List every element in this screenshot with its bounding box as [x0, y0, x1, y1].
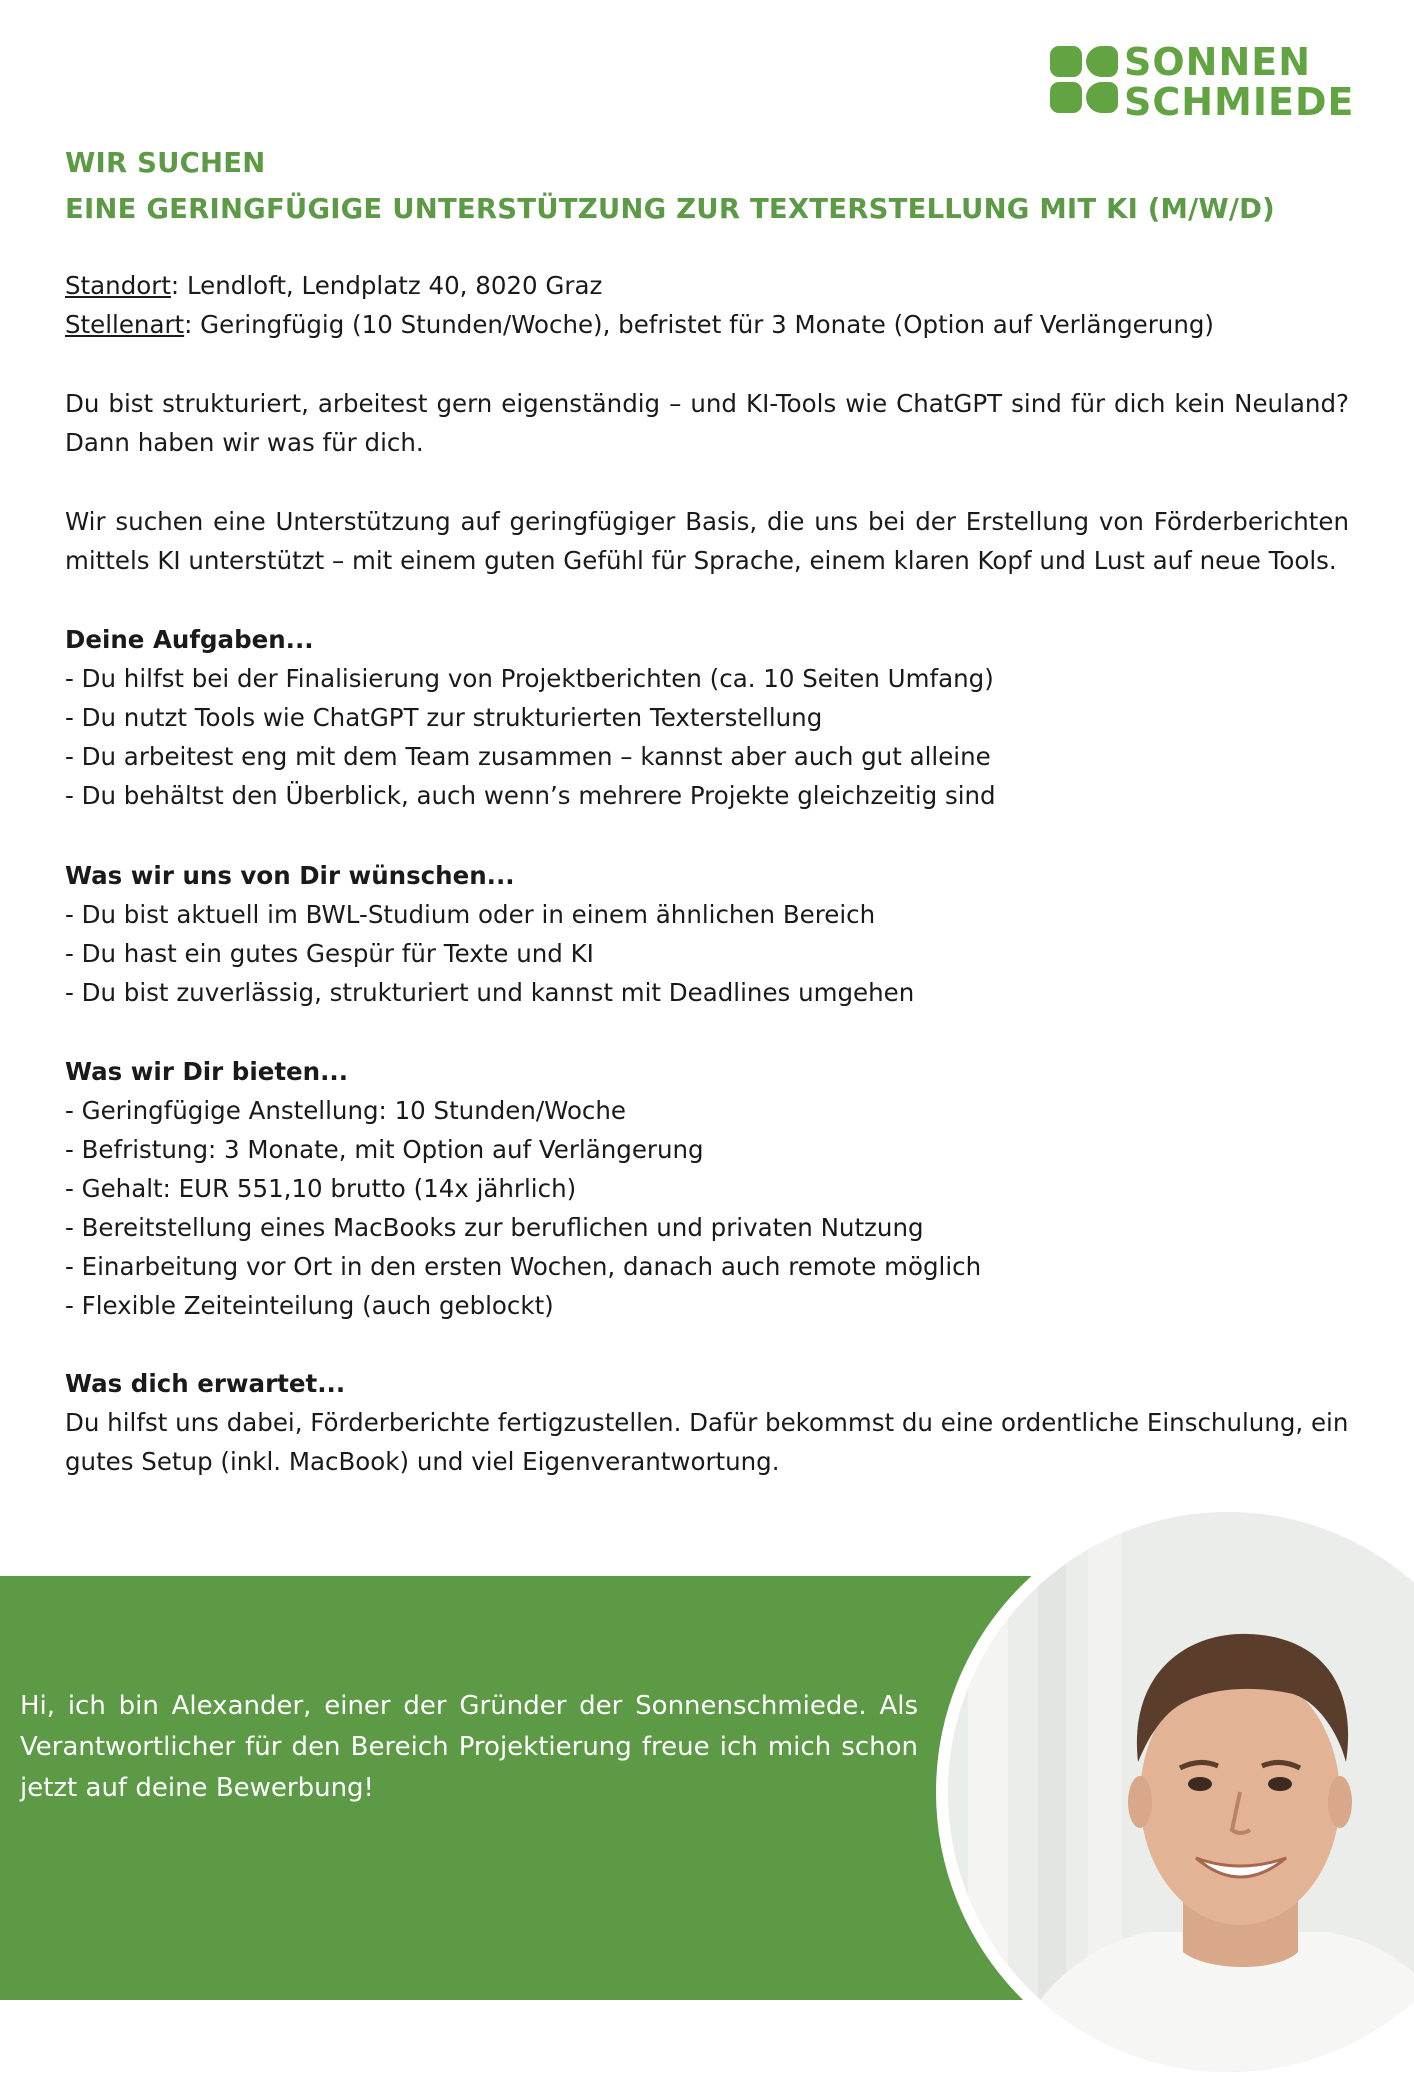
logo-block [1050, 46, 1082, 77]
tasks-title: Deine Aufgaben... [65, 625, 314, 654]
logo-line-1: SONNEN [1124, 40, 1312, 84]
list-item: - Du arbeitest eng mit dem Team zusammen – kannst aber auch gut alleine [65, 742, 991, 771]
list-item: - Du hilfst bei der Finalisierung von Projektberichten (ca. 10 Seiten Umfang) [65, 664, 994, 693]
wishes-section [65, 856, 1355, 1012]
title-line-2: EINE GERINGFÜGIGE UNTERSTÜTZUNG ZUR TEXTERSTELLUNG MIT KI (M/W/D) [65, 193, 1275, 225]
tasks-section [65, 620, 1355, 815]
list-item: - Gehalt: EUR 551,10 brutto (14x jährlich) [65, 1174, 577, 1203]
location-row [65, 266, 1214, 305]
list-item: - Du nutzt Tools wie ChatGPT zur strukturierten Texterstellung [65, 703, 823, 732]
logo-block [1086, 82, 1118, 113]
offers-section [65, 1052, 1355, 1325]
expect-text: Du hilfst uns dabei, Förderberichte fertigzustellen. Dafür bekommst du eine ordentliche Einschulung, ein gutes Setup (inkl. MacBook) und viel Eigenverantwortung. [65, 1408, 1349, 1476]
logo-wordmark [1124, 42, 1354, 122]
list-item: - Du bist aktuell im BWL-Studium oder in einem ähnlichen Bereich [65, 900, 876, 929]
list-item: - Du bist zuverlässig, strukturiert und kannst mit Deadlines umgehen [65, 978, 915, 1007]
logo-mark-icon [1050, 46, 1120, 118]
list-item: - Du hast ein gutes Gespür für Texte und KI [65, 939, 594, 968]
page-title [65, 140, 1275, 232]
wishes-title: Was wir uns von Dir wünschen... [65, 861, 515, 890]
logo-block [1086, 46, 1118, 77]
list-item: - Einarbeitung vor Ort in den ersten Wochen, danach auch remote möglich [65, 1252, 982, 1281]
person-portrait-icon [948, 1512, 1414, 2072]
list-item: - Bereitstellung eines MacBooks zur beruflichen und privaten Nutzung [65, 1213, 924, 1242]
list-item: - Befristung: 3 Monate, mit Option auf Verlängerung [65, 1135, 704, 1164]
expect-title: Was dich erwartet... [65, 1369, 346, 1398]
title-line-1: WIR SUCHEN [65, 147, 266, 179]
list-item: - Geringfügige Anstellung: 10 Stunden/Woche [65, 1096, 626, 1125]
location-label: Standort [65, 271, 171, 300]
list-item: - Flexible Zeiteinteilung (auch geblockt) [65, 1291, 554, 1320]
company-logo [1050, 40, 1370, 124]
list-item: - Du behältst den Überblick, auch wenn’s mehrere Projekte gleichzeitig sind [65, 781, 996, 810]
location-value: : Lendloft, Lendplatz 40, 8020 Graz [170, 271, 603, 300]
expect-section [65, 1364, 1355, 1481]
description-paragraph: Wir suchen eine Unterstützung auf geringfügiger Basis, die uns bei der Erstellung von Förderberichten mittels KI unterstützt – mit einem guten Gefühl für Sprache, einem klaren Kopf und Lust auf neue Tools. [65, 507, 1349, 575]
offers-title: Was wir Dir bieten... [65, 1057, 349, 1086]
job-type-value: : Geringfügig (10 Stunden/Woche), befristet für 3 Monate (Option auf Verlängerung) [184, 310, 1214, 339]
logo-block [1050, 82, 1082, 113]
founder-quote: Hi, ich bin Alexander, einer der Gründer der Sonnenschmiede. Als Verantwortlicher für den Bereich Projektierung freue ich mich schon jetzt auf deine Bewerbung! [20, 1691, 918, 1803]
job-meta [65, 266, 1214, 344]
job-type-row [65, 305, 1214, 344]
intro-paragraph: Du bist strukturiert, arbeitest gern eigenständig – und KI-Tools wie ChatGPT sind für dich kein Neuland? Dann haben wir was für dich. [65, 389, 1349, 457]
logo-line-2: SCHMIEDE [1124, 80, 1355, 124]
job-type-label: Stellenart [65, 310, 185, 339]
